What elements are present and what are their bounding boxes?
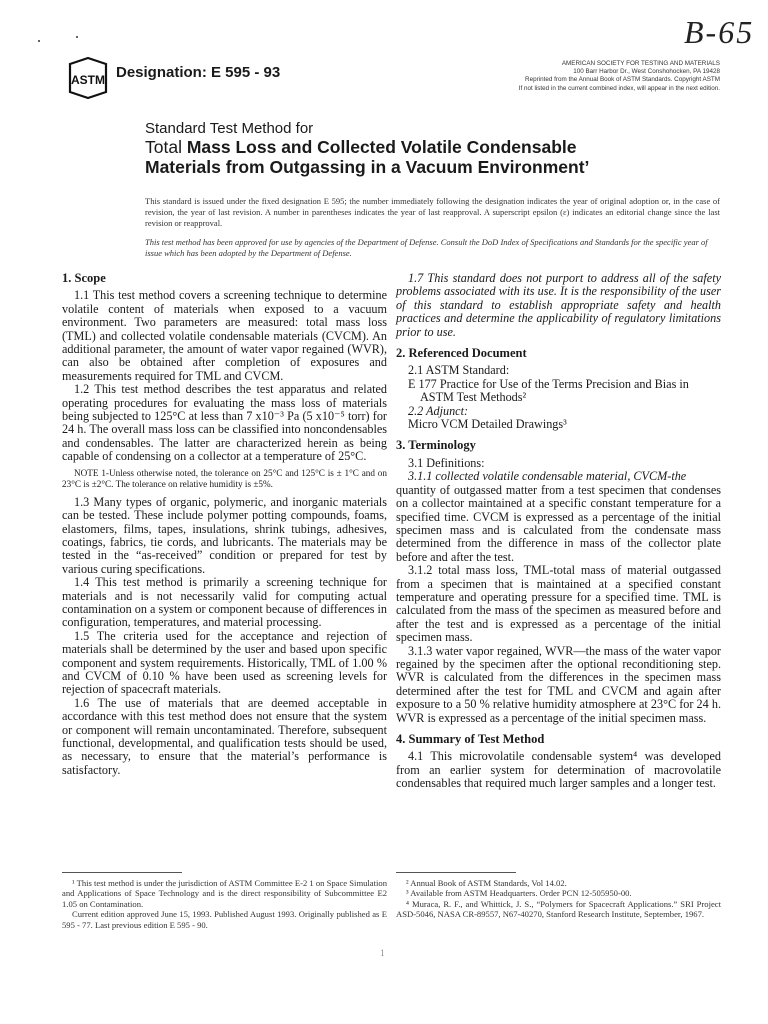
term-3-1-3: 3.1.3 water vapor regained, WVR—the mass of the water vapor regained by the specimen after the optional reconditioning step. WVR is calculated from the differences in the specimen mass determined after the test for TML and CVCM and again after exposure to a 50 % relative humidity atmosphere at 23°C for 24 h. WVR is expressed as a percentage of the initial specimen mass. — [396, 643, 721, 725]
footnote-3: ³ Available from ASTM Headquarters. Order PCN 12-505950-00. — [406, 888, 632, 899]
term-3-1-1-lead: 3.1.1 collected volatile condensable material, CVCM-the — [408, 469, 687, 484]
paragraph-1-3: 1.3 Many types of organic, polymeric, and inorganic materials can be tested. These include polymer potting compounds, foams, elastomers, films, tapes, insulations, shrink tubings, adhesives, coatings, fabrics, tie cords, and lubricants. The materials may be tested in the “as-received” condition or prepared for test by various curing specifications. — [62, 494, 387, 576]
publisher-reprint: Reprinted from the Annual Book of ASTM Standards. Copyright ASTM — [525, 76, 720, 84]
section-heading-summary: 4. Summary of Test Method — [396, 732, 545, 746]
term-3-1-1-body: quantity of outgassed matter from a test specimen that condenses on a collector maintained at a specific constant temperature for a specified time. CVCM is expressed as a percentage of the initial specimen mass and is calculated from the condensate mass determined from the difference in mass of the collector plate before and after the test. — [396, 482, 721, 564]
ref-micro-vcm: Micro VCM Detailed Drawings³ — [408, 417, 567, 432]
section-heading-referenced-document: 2. Referenced Document — [396, 346, 527, 361]
footnote-rule-left — [62, 872, 182, 873]
paragraph-1-2: 1.2 This test method describes the test apparatus and related operating procedures for evaluating the mass loss of materials being subjected to 125°C at less than 7 x10⁻³ Pa (5 x10⁻⁵ torr) for 24 h. The overall mass loss can be classified into noncondensables and condensables. The latter are characterized herein as being capable of condensing on a collector at a temperature of 25°C. — [62, 382, 387, 464]
footnote-2: ² Annual Book of ASTM Standards, Vol 14.02. — [406, 878, 567, 888]
footnotes-left — [62, 878, 387, 930]
footnote-4: ⁴ Muraca, R. F., and Whittick, J. S., “Polymers for Spacecraft Applications.” SRI Project ASD-5046, NASA CR-89557, N67-40270, Stanford Research Institute, September, 1967. — [396, 898, 721, 920]
summary-4-1: 4.1 This microvolatile condensable system⁴ was developed from an earlier system for determination of macrovolatile condensables that required much larger samples and a longer test. — [396, 749, 721, 791]
paragraph-1-6: 1.6 The use of materials that are deemed acceptable in accordance with this test method does not ensure that the system or component will remain uncontaminated. Therefore, subsequent functional, developmental, and qualification tests should be used, as necessary, to ensure that the material’s performance is satisfactory. — [62, 695, 387, 777]
designation: Designation: E 595 - 93 — [116, 64, 281, 81]
issuance-notice: This standard is issued under the fixed designation E 595; the number immediately following the designation indicates the year of original adoption or, in the case of revision, the year of last revision. A number in parentheses indicates the year of last reapproval. A superscript epsilon (ε) indicates an editorial change since the last revision or reapproval. — [145, 196, 720, 229]
term-3-1-2: 3.1.2 total mass loss, TML-total mass of material outgassed from a specimen that is maintained at a specified constant temperature and operating pressure for a specified time. TML is calculated from the mass of the specimen as measured before and after the test and is expressed as a percentage of the initial specimen mass. — [396, 563, 721, 645]
title-line2-lead: Total — [145, 137, 182, 157]
note-1: NOTE 1-Unless otherwise noted, the tolerance on 25°C and 125°C is ± 1°C and on 23°C is ±2°C. The tolerance on relative humidity is ±5%. — [62, 467, 387, 489]
footnote-rule-right — [396, 872, 516, 873]
title-line-3: Materials from Outgassing in a Vacuum Environment’ — [145, 157, 590, 177]
title-line-2 — [145, 137, 685, 157]
title-line2-bold: Mass Loss and Collected Volatile Condensable — [186, 137, 577, 157]
ref-e177: E 177 Practice for Use of the Terms Precision and Bias in — [408, 376, 689, 391]
paragraph-1-5: 1.5 The criteria used for the acceptance and rejection of materials shall be determined by the user and based upon specific component and system requirements. Historically, TML of 1.00 % and CVCM of 0.10 % have been used as screening levels for rejection of spacecraft materials. — [62, 628, 387, 697]
left-column — [62, 272, 387, 777]
paragraph-1-1: 1.1 This test method covers a screening technique to determine volatile content of materials when exposed to a vacuum environment. Two parameters are measured: total mass loss (TML) and collected volatile condensable materials (CVCM). An additional parameter, the amount of water vapor regained (WVR), can also be obtained after completion of exposures and measurements required for TML and CVCM. — [62, 288, 387, 383]
footnotes-right — [396, 878, 721, 920]
astm-logo — [66, 56, 110, 100]
paragraph-1-7: 1.7 This standard does not purport to address all of the safety problems associated with its use. It is the responsibility of the user of this standard to establish appropriate safety and health practices and determine the applicability of regulatory limitations prior to use. — [396, 271, 721, 339]
footnote-1-edition: Current edition approved June 15, 1993. Published August 1993. Originally published as E 595 - 77. Last previous edition E 595 - 90. — [62, 909, 387, 930]
paragraph-1-4: 1.4 This test method is primarily a screening technique for materials and is not necessarily valid for computing actual contamination on a system or component because of differences in configuration, temperatures, and material processing. — [62, 575, 388, 630]
dod-approval-note: This test method has been approved for use by agencies of the Department of Defense. Consult the DoD Index of Specifications and Standards for the specific year of issue which has been adopted by the Department of Defense. — [145, 237, 708, 259]
publisher-name: AMERICAN SOCIETY FOR TESTING AND MATERIALS — [561, 60, 720, 67]
section-heading-terminology: 3. Terminology — [396, 438, 476, 453]
ref-2-2: 2.2 Adjunct: — [408, 403, 469, 418]
astm-logo-text: ASTM — [71, 73, 105, 87]
publisher-block — [430, 60, 720, 93]
footnote-1: ¹ This test method is under the jurisdiction of ASTM Committee E-2 1 on Space Simulation and Applications of Space Technology and is the direct responsibility of Subcommittee E2 1.05 on Contamination. — [62, 878, 387, 909]
page-number: 1 — [380, 948, 385, 958]
term-3-1: 3.1 Definitions: — [408, 455, 485, 470]
ref-e177-cont: ASTM Test Methods² — [420, 390, 527, 405]
ref-2-1: 2.1 ASTM Standard: — [408, 363, 510, 378]
publisher-address: 100 Barr Harbor Dr., West Conshohocken, PA 19428 — [573, 68, 720, 76]
document-title — [145, 120, 685, 177]
publisher-index-note: If not listed in the current combined index, will appear in the next edition. — [518, 84, 720, 92]
right-column — [396, 272, 721, 791]
title-prefix: Standard Test Method for — [145, 120, 314, 137]
handwritten-page-mark: B-65 — [684, 14, 755, 50]
section-heading-scope: 1. Scope — [62, 271, 106, 285]
